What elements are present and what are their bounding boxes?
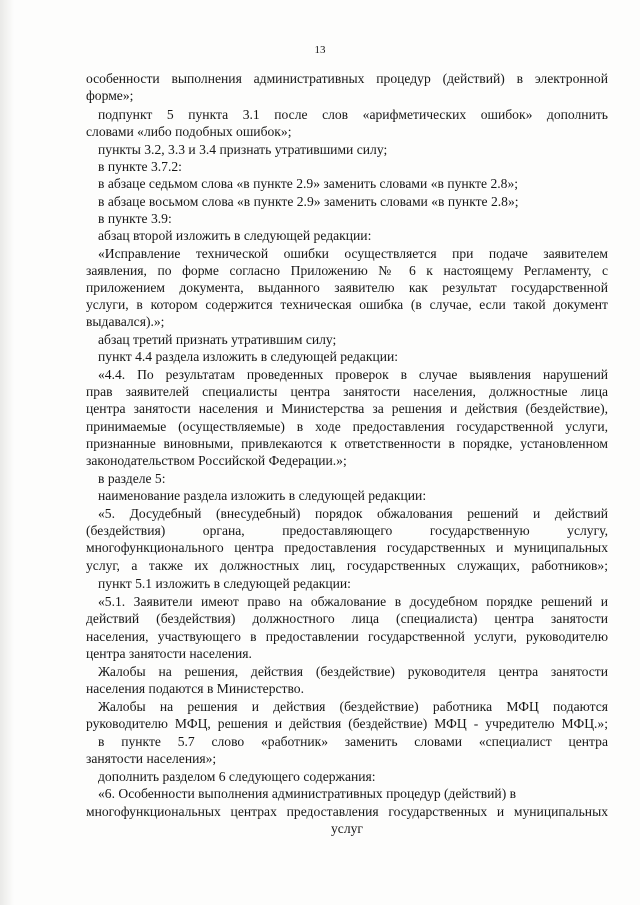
text-line: Жалобы на решения, действия (бездействие) руководителя центра занятости (98, 664, 608, 679)
text-line: населения подаются в Министерство. (86, 681, 304, 696)
text-line: прав заявителей специалисты центра занятости населения, должностные лица (86, 384, 608, 399)
text-line: особенности выполнения административных процедур (действий) в электронной (86, 71, 608, 86)
text-line: абзац третий признать утратившим силу; (98, 332, 337, 347)
text-line: в пункте 3.7.2: (98, 159, 182, 174)
text-line: «4.4. По результатам проведенных проверок в случае выявления нарушений (98, 367, 608, 382)
text-line: дополнить разделом 6 следующего содержания: (98, 769, 376, 784)
text-line: пункт 4.4 раздела изложить в следующей редакции: (98, 349, 399, 364)
text-line: в разделе 5: (98, 471, 166, 486)
text-line: подпункт 5 пункта 3.1 после слов «арифметических ошибок» дополнить (98, 107, 608, 122)
text-line: в пункте 5.7 слово «работник» заменить словами «специалист центра (98, 734, 608, 749)
text-line: признанные виновными, привлекаются к ответственности в порядке, установленном (86, 436, 608, 451)
text-line: «5. Досудебный (внесудебный) порядок обжалования решений и действий (98, 506, 608, 521)
scan-shadow (0, 0, 14, 905)
text-line: услуги, в котором содержится техническая ошибка (в случае, если такой документ (86, 297, 608, 312)
text-line: пункт 5.1 изложить в следующей редакции: (98, 576, 351, 591)
text-line: многофункционального центра предоставления государственных и муниципальных (86, 540, 608, 555)
text-line: наименование раздела изложить в следующей редакции: (98, 488, 427, 503)
page-number: 13 (314, 44, 326, 56)
text-line: «Исправление технической ошибки осуществляется при подаче заявителем (98, 246, 608, 261)
text-line: словами «либо подобных ошибок»; (86, 124, 292, 139)
text-line: занятости населения»; (86, 751, 217, 766)
text-line: пункты 3.2, 3.3 и 3.4 признать утратившими силу; (98, 142, 388, 157)
text-line: принимаемые (осуществляемые) в ходе предоставления государственной услуги, (86, 419, 608, 434)
text-line: в пункте 3.9: (98, 211, 172, 226)
text-line: действий (бездействия) должностного лица (специалиста) центра занятости (86, 611, 608, 626)
text-line: «6. Особенности выполнения административных процедур (действий) в (98, 786, 517, 801)
text-line: заявления, по форме согласно Приложению № 6 к настоящему Регламенту, с (86, 263, 608, 278)
text-line: законодательством Российской Федерации.»; (86, 453, 347, 468)
text-line: (бездействия) органа, предоставляющего государственную услугу, (86, 523, 608, 538)
text-line: центра занятости населения и Министерства за решения и действия (бездействие), (86, 401, 608, 416)
text-line: руководителю МФЦ, решения и действия (бездействие) МФЦ - учредителю МФЦ.»; (86, 716, 608, 731)
text-line: населения, участвующего в предоставлении государственной услуги, руководителю (86, 629, 608, 644)
text-line: абзац второй изложить в следующей редакции: (98, 228, 372, 243)
text-line: в абзаце седьмом слова «в пункте 2.9» заменить словами «в пункте 2.8»; (98, 176, 519, 191)
text-line: услуг, а также их должностных лиц, государственных служащих, работников»; (86, 558, 608, 573)
text-line: Жалобы на решения и действия (бездействие) работника МФЦ подаются (98, 699, 608, 714)
text-line: в абзаце восьмом слова «в пункте 2.9» заменить словами «в пункте 2.8»; (98, 194, 519, 209)
text-line: приложением документа, выданного заявителю как результат государственной (86, 280, 608, 295)
text-line: услуг (331, 821, 363, 836)
text-line: центра занятости населения. (86, 646, 252, 661)
text-line: многофункциональных центрах предоставления государственных и муниципальных (86, 804, 608, 819)
text-line: «5.1. Заявители имеют право на обжалование в досудебном порядке решений и (98, 594, 608, 609)
text-line: выдавался).»; (86, 314, 165, 329)
text-line: форме»; (86, 88, 134, 103)
